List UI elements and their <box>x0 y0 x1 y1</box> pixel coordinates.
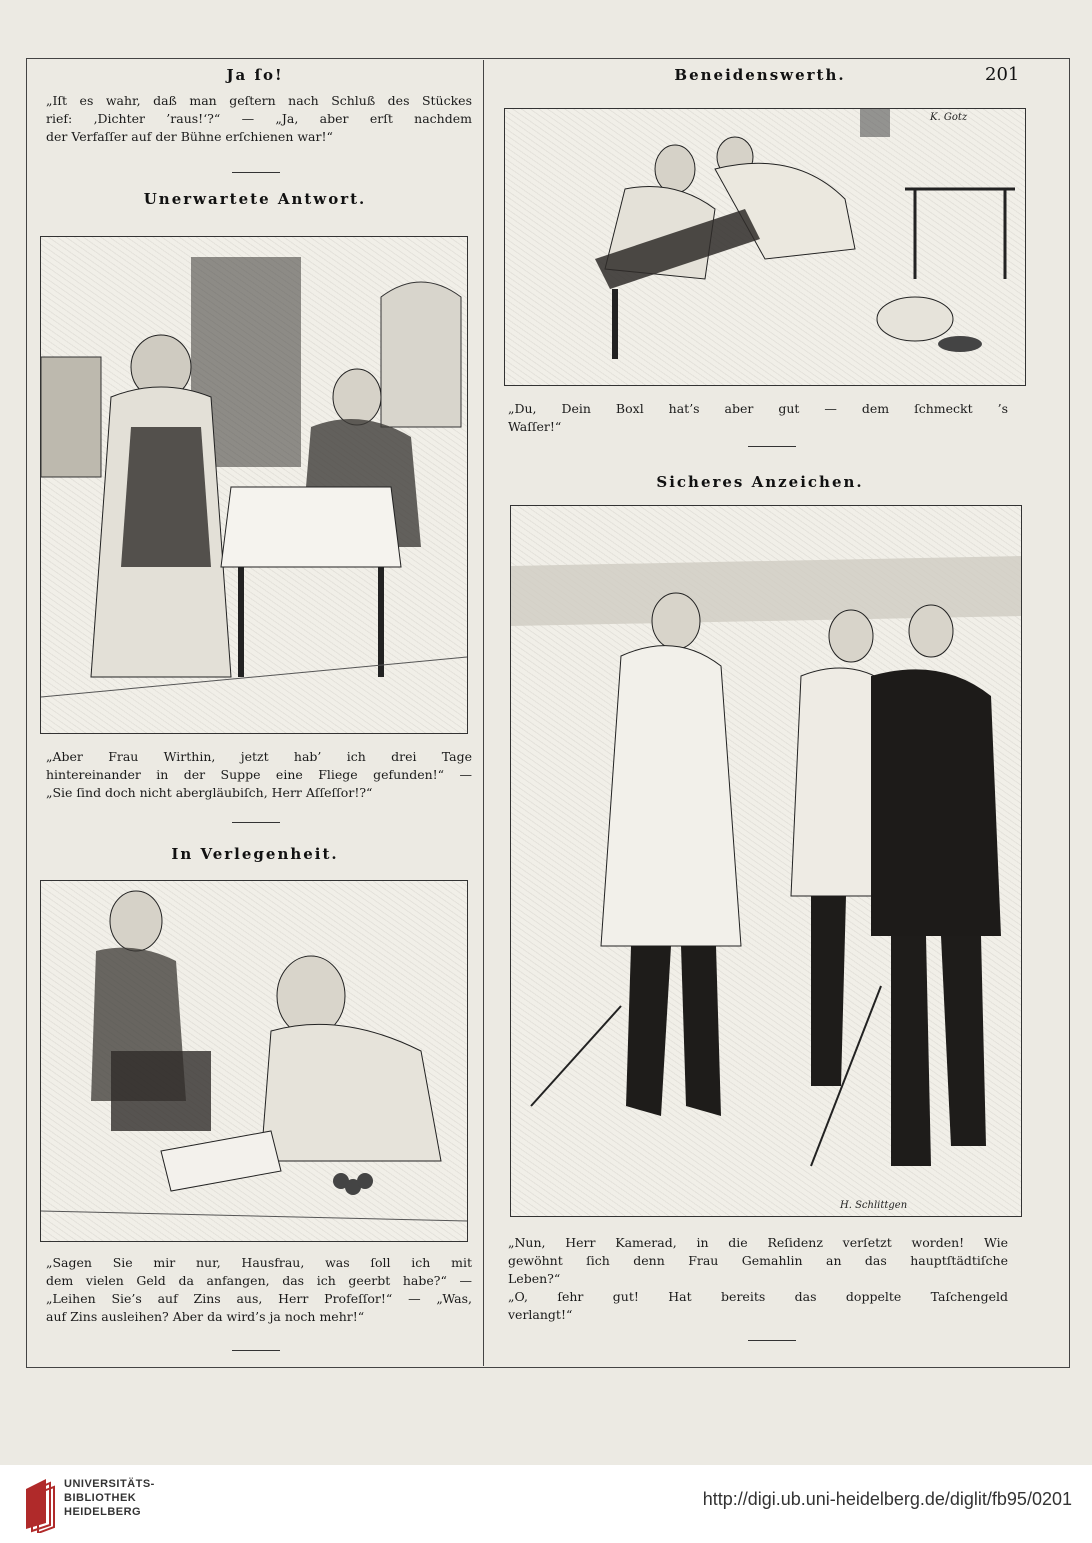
text-in-verlegenheit <box>46 1254 472 1326</box>
library-footer <box>0 1465 1092 1543</box>
heading-sicheres-anzeichen: Sicheres Anzeichen. <box>656 473 864 491</box>
text-line: „O, ſehr gut! Hat bereits das doppelte Taſchengeld <box>508 1289 1008 1304</box>
text-line: dem vielen Geld da anfangen, das ich geerbt habe?“ — <box>46 1273 472 1288</box>
illustration-beer-hall <box>504 108 1026 386</box>
text-line: Waſſer!“ <box>508 419 562 434</box>
illustration-officers <box>510 505 1022 1217</box>
tavern-drawing <box>41 237 467 733</box>
text-line: „Iſt es wahr, daß man geſtern nach Schluß des Stückes <box>46 93 472 108</box>
heading-beneidenswerth: Beneidenswerth. <box>674 66 846 84</box>
heading-unerwartete-antwort: Unerwartete Antwort. <box>143 190 367 208</box>
professor-drawing <box>41 881 467 1241</box>
library-logo-text <box>64 1477 155 1519</box>
permalink-url[interactable]: http://digi.ub.uni-heidelberg.de/diglit/fb95/0201 <box>702 1489 1072 1509</box>
heading-in-verlegenheit: In Verlegenheit. <box>171 845 339 863</box>
text-line: „Sie ſind doch nicht abergläubiſch, Herr Aſſeſſor!?“ <box>46 785 373 800</box>
separator <box>232 1350 280 1351</box>
column-divider <box>483 60 484 1366</box>
text-line: der Verfaſſer auf der Bühne erſchienen war!“ <box>46 129 333 144</box>
library-logo-icon <box>22 1475 58 1533</box>
text-line: „Aber Frau Wirthin, jetzt hab’ ich drei Tage <box>46 749 472 764</box>
page-number: 201 <box>985 64 1020 85</box>
text-line: verlangt!“ <box>508 1307 573 1322</box>
text-line: „Du, Dein Boxl hat’s aber gut — dem ſchmeckt ’s <box>508 401 1008 416</box>
officers-drawing <box>511 506 1021 1216</box>
beer-hall-drawing <box>505 109 1025 385</box>
text-line: „Sagen Sie mir nur, Hausfrau, was ſoll ich mit <box>46 1255 472 1270</box>
text-line: „Leihen Sie’s auf Zins aus, Herr Profeſſor!“ — „Was, <box>46 1291 472 1306</box>
text-sicheres-anzeichen <box>508 1234 1008 1324</box>
illustration-professor-scene <box>40 880 468 1242</box>
logo-line: HEIDELBERG <box>64 1506 142 1518</box>
text-beneidenswerth <box>508 400 1008 436</box>
text-line: rief: ‚Dichter ’raus!‘?“ — „Ja, aber erſt nachdem <box>46 111 472 126</box>
logo-line: BIBLIOTHEK <box>64 1492 137 1504</box>
separator <box>748 1340 796 1341</box>
text-unerwartete-antwort <box>46 748 472 802</box>
separator <box>232 822 280 823</box>
text-line: hintereinander in der Suppe eine Fliege gefunden!“ — <box>46 767 472 782</box>
text-line: auf Zins ausleihen? Aber da wird’s ja noch mehr!“ <box>46 1309 365 1324</box>
text-line: „Nun, Herr Kamerad, in die Reſidenz verſetzt worden! Wie <box>508 1235 1008 1250</box>
text-ja-so <box>46 92 472 146</box>
heading-ja-so: Ja ſo! <box>226 66 284 84</box>
artist-signature: H. Schlittgen <box>840 1200 908 1211</box>
text-line: gewöhnt ſich denn Frau Gemahlin an das hauptſtädtiſche <box>508 1253 1008 1268</box>
artist-signature: K. Gotz <box>930 112 968 123</box>
separator <box>232 172 280 173</box>
text-line: Leben?“ <box>508 1271 561 1286</box>
separator <box>748 446 796 447</box>
logo-line: UNIVERSITÄTS- <box>64 1478 155 1490</box>
illustration-tavern-scene <box>40 236 468 734</box>
